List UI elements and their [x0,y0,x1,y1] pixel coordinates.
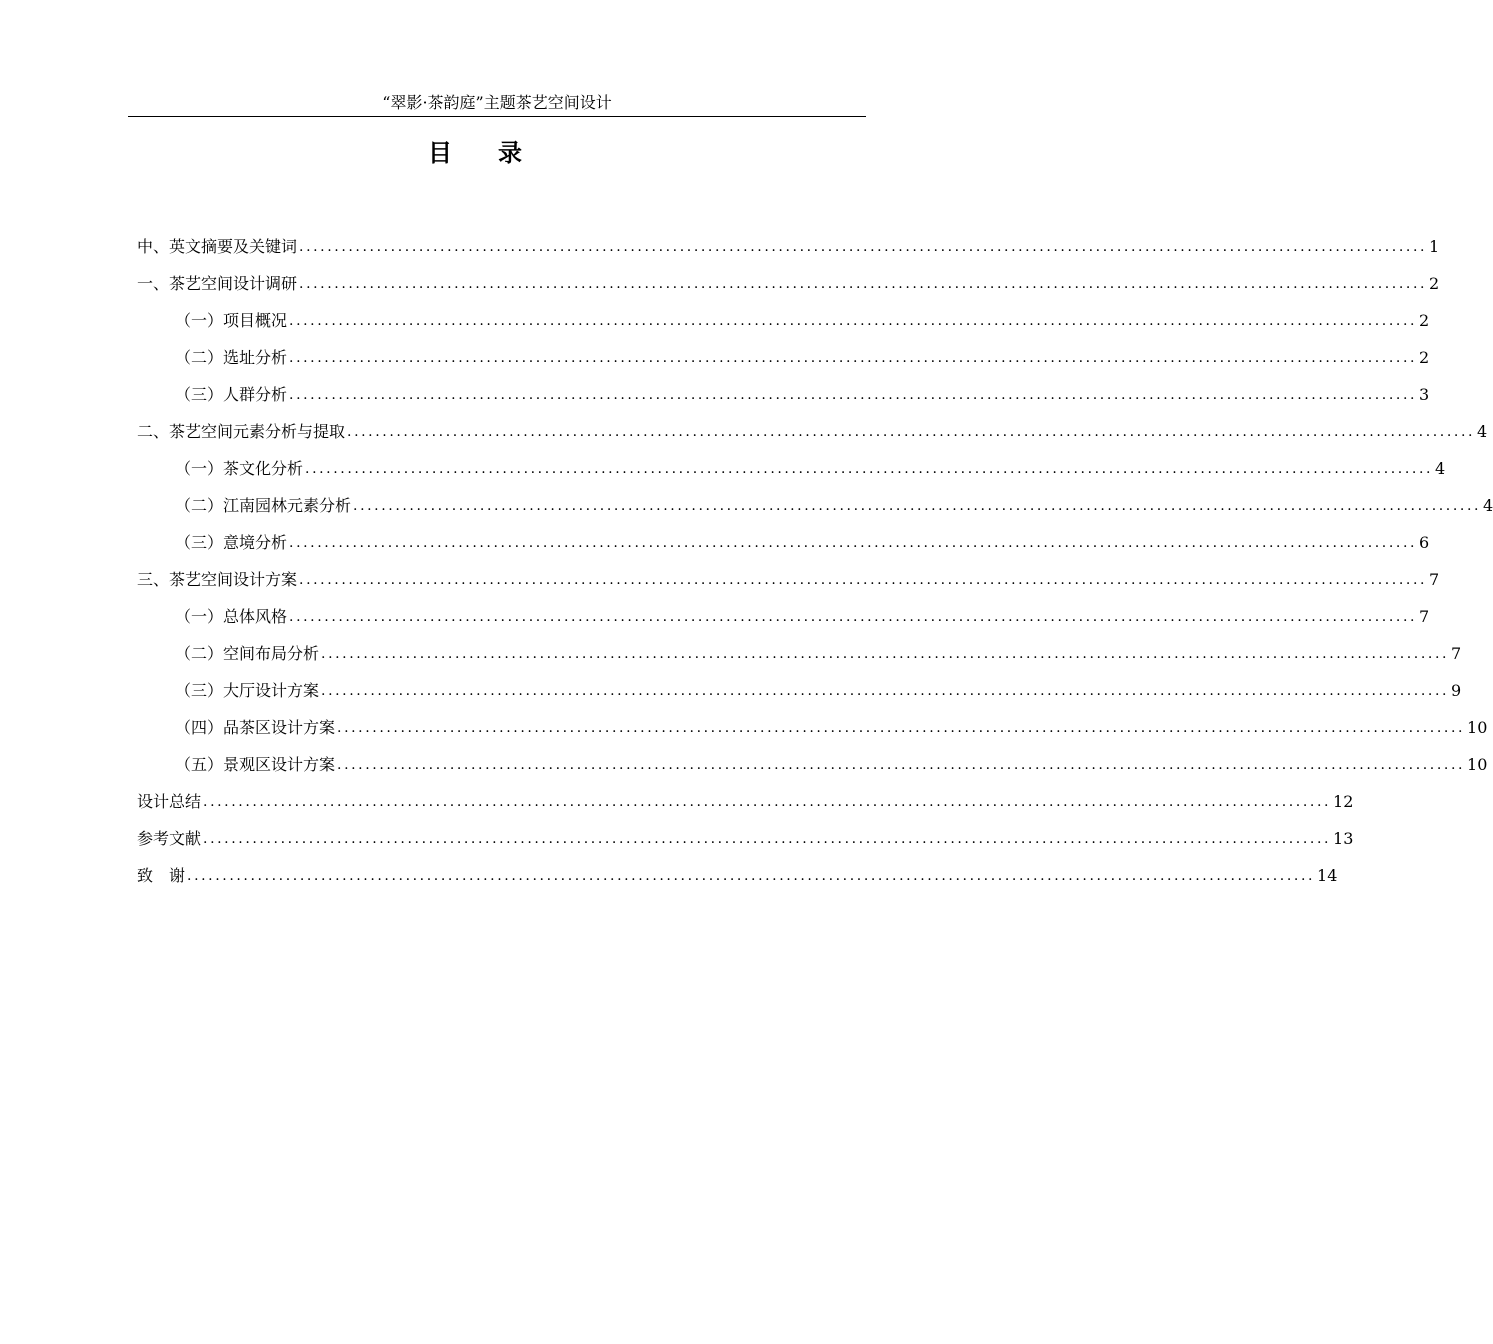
toc-title-char-2: 录 [498,139,522,167]
toc-entry-label: （三）意境分析 [175,533,288,552]
toc-entry[interactable] [137,629,1462,666]
toc-leader-dots: ................................................................................................................................................................ [353,498,1482,514]
toc-entry[interactable] [137,740,1488,777]
toc-leader-dots: ................................................................................................................................................................ [289,350,1418,366]
toc-leader-dots: ................................................................................................................................................................ [203,831,1332,847]
toc-entry-page-number: 7 [1429,570,1440,589]
toc-leader-dots: ................................................................................................................................................................ [321,683,1450,699]
toc-entry[interactable] [137,814,1354,851]
toc-leader-dots: ................................................................................................................................................................ [337,757,1466,773]
toc-entry-label: （五）景观区设计方案 [175,755,336,774]
toc-entry-page-number: 14 [1317,866,1338,885]
toc-entry-label: （二）选址分析 [175,348,288,367]
toc-entry-label: （四）品茶区设计方案 [175,718,336,737]
toc-entry[interactable] [137,592,1430,629]
running-header [128,92,866,117]
toc-entry[interactable] [137,444,1446,481]
toc-leader-dots: ................................................................................................................................................................ [289,535,1418,551]
toc-entry-page-number: 7 [1451,644,1462,663]
toc-entry-page-number: 9 [1451,681,1462,700]
toc-entry[interactable] [137,666,1462,703]
toc-entry-page-number: 6 [1419,533,1430,552]
toc-entry-label: 致 谢 [137,866,186,885]
toc-title-char-1: 目 [428,139,452,167]
toc-entry[interactable] [137,555,1440,592]
toc-entry-label: 二、茶艺空间元素分析与提取 [137,422,346,441]
toc-entry-label: （一）总体风格 [175,607,288,626]
toc-entry[interactable] [137,481,1493,518]
toc-entry-label: 一、茶艺空间设计调研 [137,274,298,293]
toc-leader-dots: ................................................................................................................................................................ [289,313,1418,329]
toc-entry-label: （二）江南园林元素分析 [175,496,352,515]
toc-entry-page-number: 2 [1419,311,1430,330]
toc-entry-page-number: 10 [1467,755,1488,774]
toc-entry[interactable] [137,777,1354,814]
toc-entry[interactable] [137,518,1430,555]
toc-leader-dots: ................................................................................................................................................................ [203,794,1332,810]
toc-entry-label: （二）空间布局分析 [175,644,320,663]
toc-entry-label: 中、英文摘要及关键词 [137,237,298,256]
toc-leader-dots: ................................................................................................................................................................ [305,461,1434,477]
toc-entry-page-number: 4 [1477,422,1488,441]
table-of-contents [137,222,1493,888]
toc-entry-page-number: 4 [1483,496,1493,515]
toc-entry-page-number: 2 [1419,348,1430,367]
toc-leader-dots: ................................................................................................................................................................ [187,868,1316,884]
toc-entry[interactable] [137,259,1440,296]
toc-entry-page-number: 7 [1419,607,1430,626]
toc-leader-dots: ................................................................................................................................................................ [289,387,1418,403]
toc-entry[interactable] [137,333,1430,370]
toc-leader-dots: ................................................................................................................................................................ [299,572,1428,588]
toc-entry-label: 设计总结 [137,792,202,811]
toc-entry-label: （一）茶文化分析 [175,459,304,478]
toc-leader-dots: ................................................................................................................................................................ [347,424,1476,440]
toc-entry-page-number: 1 [1429,237,1440,256]
toc-entry-label: （一）项目概况 [175,311,288,330]
toc-entry[interactable] [137,222,1440,259]
toc-entry-label: （三）人群分析 [175,385,288,404]
toc-entry-page-number: 2 [1429,274,1440,293]
toc-entry[interactable] [137,703,1488,740]
toc-entry-page-number: 12 [1333,792,1354,811]
toc-leader-dots: ................................................................................................................................................................ [299,276,1428,292]
toc-entry[interactable] [137,407,1488,444]
toc-entry-label: 三、茶艺空间设计方案 [137,570,298,589]
toc-entry-label: （三）大厅设计方案 [175,681,320,700]
toc-entry[interactable] [137,296,1430,333]
toc-entry[interactable] [137,370,1430,407]
running-header-title: “翠影·茶韵庭”主题茶艺空间设计 [382,93,612,112]
toc-leader-dots: ................................................................................................................................................................ [321,646,1450,662]
toc-entry-page-number: 13 [1333,829,1354,848]
toc-entry-page-number: 4 [1435,459,1446,478]
toc-leader-dots: ................................................................................................................................................................ [289,609,1418,625]
toc-leader-dots: ................................................................................................................................................................ [337,720,1466,736]
toc-entry-label: 参考文献 [137,829,202,848]
toc-entry[interactable] [137,851,1338,888]
toc-entry-page-number: 3 [1419,385,1430,404]
toc-leader-dots: ................................................................................................................................................................ [299,239,1428,255]
toc-entry-page-number: 10 [1467,718,1488,737]
toc-title [0,136,950,170]
